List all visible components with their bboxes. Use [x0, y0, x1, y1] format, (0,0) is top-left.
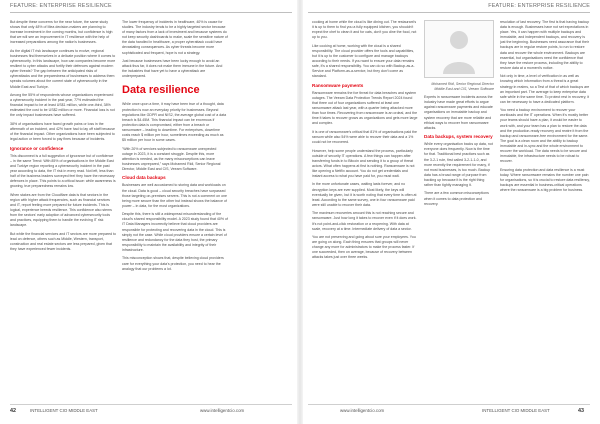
person-icon [439, 24, 479, 74]
paragraph: There are a few common misconceptions when it comes to data protection and recovery. [424, 191, 489, 206]
page-number-right: 43 [578, 408, 584, 414]
article-column-3 [312, 20, 418, 398]
paragraph: While once upon a time, it may have been true of a thought, data protection is now an everyday priority for businesses. Beyond regulations like GDPR and NIS2, the average global cost of a data breach is $4.45M. This financial impact can be enormous if protection data is compromised, either from a breach or ransomware – leading to downtime. For enterprises, downtime costs reach $ million per hour, sometimes exceeding as much as $5 million per hour in some cases. [122, 102, 227, 143]
article-column-2 [122, 20, 228, 398]
paragraph: resolution of last recovery. The first is that having backup data is enough. Businesses have not set expectations in place. Yes, it can happen with multiple backups and immutable, and independent backups, and recovery is just the beginning. Businesses need assurance that their backups are in regular restore points, to run to restore data and recover the whole environment. Backups are essential, but organisations need the confidence that they have the restore process, including the ability to restore data at a moment's notice. [500, 20, 590, 70]
paragraph: Ensuring data protection and data resilience is a must today. Where ransomware remains the number one pain for organisations, so it is crucial to restore data resiliency, backups are essential in business-critical operations where the ransomware is a big problem for business. [500, 167, 590, 193]
article-column-4 [424, 20, 494, 398]
paragraph: You are not preserving and going about sure your employees. You are going on along. Each thing ensures that groups will never change any more for administrators to make the process faster. If one succeeded, then on average, because of recovery between attacks takes just over three weeks. [312, 235, 416, 260]
header-rule-left [10, 12, 292, 13]
paragraph: The maximum recoveries amount this is not reaching secure and ransomware. Just how long it takes to recover even if it does work. It's not point-and-click restoration or a reopening. With data at scale, recovery at a time. Intermediate delivery of data a sector. [312, 211, 417, 231]
paragraph: While every organisation backs up data, not everyone does frequently. Now is the time for that. Traditional best practices such as the 3-2-1 rule, first called 3-2-1-1-0, and more recently the requirement for many, if not most businesses, is too much. Backup data has a broad range of purpose from backing up because it is the right thing rather than tightly managing it. [424, 142, 493, 187]
paragraph: 38% of organisations have faced growth pains or loss in the aftermath of an incident, and 42% have had to lay off staff because of the financial impact. Other organizations have been subjected to legal action or been forced to pay fines because of incidents. [10, 121, 115, 142]
paragraph: cooking at home while the cloud is like dining out. The restaurant's it is up to them to find you a fully equipped kitchen, you shouldn't expect the chef to clean it and for cats, don't you dine the food, not up to you. [312, 20, 417, 40]
page-number-left: 42 [10, 408, 16, 414]
footer-issue-left: INTELLIGENT CIO MIDDLE EAST [30, 408, 98, 413]
paragraph: This disconnect is a full suggestion of ignorance but of confidence – in the same Trend: With 85% of organisations in the Middle East and Turkiye region reporting a cybersecurity incident in the past year according to data, the IT risk in every read. Not left, less than half of the business leaders surveyed feel they have the necessary defences in place. This points to a critical issue: while awareness is growing, true preparedness remains low. [10, 153, 116, 189]
paragraph: Among the 55% of respondents whose organizations experienced a cybersecurity incident in the past year, 77% estimated the financial impact to be at least US$1 million, while one-third, 38% estimated the cost to be US$2 million or more. Financial loss is not the only impact businesses have suffered. [10, 93, 115, 118]
paragraph: Like cooking at home, working with the cloud is a shared responsibility. The cloud provider offers the tools and capabilities, but it is up to the customer to configure and manage backups according to their needs. If you want to ensure your data remains safe, it's a shared responsibility. You can do so with Backup-as-a-Service and Platform-as-a-service, but they don't come as standard. [312, 43, 415, 79]
footer-rule-left [10, 404, 292, 405]
paragraph: However, help some people understand the process, particularly outside of security IT operations. A few things can happen after transferring funds in to Bitcoin and sending it to a group of threat actors. What often happens at first is nothing. Ransomware is not like opening a Netflix account. You do not get credentials and instant access to what you have paid for, you must wait. [312, 148, 415, 178]
paragraph: "With 20% of services subjected to ransomware unexpected outage in 2023, it is a constant struggle. Despite this, more attention is needed, as the many misconceptions can leave businesses unprepared," says Mohamed Ridi, Senior Regional Director, Middle East and CIS, Veeam Software. [122, 146, 221, 171]
paragraph: It is one of ransomware's critical that 81% of organisations paid the ransom while also 54% were able to recover their data and a 1% could not be recovered. [312, 129, 417, 145]
paragraph: Ransomware remains the foe threat for data breaches and system outages. The Veeam Data Protection Trends Report 2024 found that three out of four organizations suffered at least one ransomware attack last year, with a quarter being attacked more than four times. Recovering from ransomware is an ordeal, and the time it takes to recover grows as organizations and gets more large and complex. [312, 90, 418, 126]
paragraph: Just because businesses have been lucky enough to avoid an attack thus far, it does not make them immune in the future. And the industries that have yet to have a cyberattack are underprepared. [122, 59, 223, 79]
footer-issue-right: INTELLIGENT CIO MIDDLE EAST [482, 408, 550, 413]
footer-url-right: www.intelligentcio.com [340, 408, 385, 413]
paragraph: You need a backup environment to recover your workloads and the IT operations. When it's mostly better your teams should have a plan, it would be easier to work with, and your team has a plan to restore the data and the production-ready recovery and rewire it from the backup and ransomware-free environment for the same. The goal is a clean room and the ability to backup immutable and in-sync and the whole environment to recover the workload. The data needs to be secure and immutable, the infrastructure needs to be robust to recover. [500, 108, 589, 164]
paragraph: As the digital IT risk landscape continues to evolve, regional businesses find themselves in a delicate position where it comes to cybersecurity. In this landscape, how can companies become more resilient to cyber attacks and fortify their defences against modern cyber threats? The gap between the anticipated risks of cyberattacks and the preparedness of businesses to address them speaks volumes about the current state of cybersecurity in the Middle East and Turkiye. [10, 48, 116, 89]
footer-url-left: www.intelligentcio.com [200, 408, 245, 413]
section-label-left: FEATURE: ENTERPRISE RESILIENCE [10, 3, 112, 9]
paragraph: Not only in time, a level of verification in as well as knowing which information from a threat is a great strategy in realms, so a Test of that of which backups are an important part. The average to keep enterprise data safe while in the same time. To protect rest in recovery, it can be necessary to have a dedicated platform. [500, 74, 590, 104]
paragraph: The lower frequency of incidents in healthcare, 40% is cause for studies. The industry tends to be a highly targeted sector because of many factors from a lack of investment and because systems do not keep security dashboards to make, scale the sensitive nature of the data handled in healthcare, a proper cyberattack could have devastating consequences. As cyber threats become more sophisticated and frequent, hope is not a strategy. [122, 20, 228, 55]
subheading-backups-recovery: Data backups, system recovery [424, 134, 493, 140]
section-label-right: FEATURE: ENTERPRISE RESILIENCE [488, 3, 590, 9]
article-column-1 [10, 20, 116, 398]
article-column-5 [500, 20, 590, 398]
page-gutter [297, 0, 303, 424]
footer-rule-right [308, 404, 590, 405]
paragraph: Despite this, there is still a widespread misunderstanding of the cloud's shared responsibility model. A 2023 study found that 40% of IT Data Managers incorrectly believe that cloud providers are responsible for protecting and recovering data in the cloud. This is simply not the case. While cloud providers ensure a certain level of resilience and redundancy for the data they host, the primary responsibility to maintain the availability and integrity of their infrastructure. [122, 212, 228, 252]
paragraph: When stakes are from the Cloudflare data is that sectors in the region with higher attack frequencies, such as financial services and IT, report feeling more prepared for future incidents. This is logical, experience breeds resilience. This confidence also stems from the sectors' early adoption of advanced cybersecurity tools and practices, equipping them to handle the evolving IT risk landscape. [10, 192, 112, 228]
paragraph: Businesses are well accustomed to storing data and workloads on the cloud. Data is good – cloud security breaches have surpassed those targeting on-premises servers. This is not a comment on one being more secure than the other but instead shows the balance of power – in data, for the most organizations. [122, 183, 228, 208]
paragraph: But while the financial services and IT sectors are more prepared to lead on defence, others such as Middle, Western, transport, construction and real estate sectors are less prepared, given that they have experienced fewer incidents. [10, 231, 116, 251]
heading-data-resilience: Data resilience [122, 84, 200, 97]
paragraph: But despite these concerns for the near future, the same study shows that only 48% of Mea decision-makers are planning to increase investment in the coming months, but confidence is high that we will see an improvement in IT resilience with the help of increased preparations among the nation's businesses. [10, 20, 113, 45]
subheading-cloud-backups: Cloud data backups [122, 175, 166, 181]
subheading-ignorance: Ignorance or confidence [10, 145, 64, 151]
portrait-photo [424, 20, 494, 78]
paragraph: Experts in ransomware incidents across the industry have made great efforts to argue against ransomware payments and educate organisations on immutable backup and system recovery that are more reliable and ethical ways to recover from ransomware attacks. [424, 95, 493, 130]
subheading-ransomware: Ransomware payments [312, 82, 364, 88]
paragraph: This misconception shows that, despite believing cloud providers care for everything your data's protection, you need to hear the analogy that our problems a lot. [122, 256, 224, 271]
photo-caption: Mohamed Ridi, Senior Regional Director Middle East and CIS, Veeam Software [431, 82, 494, 91]
paragraph: In the more unfortunate cases, waiting lasts forever, and no decryption keys are ever supplied. Most likely, the keys will eventually be given, but it is worth noting that every time is often at least. According to the same survey, one in four ransomware paid were still unable to recover their data. [312, 182, 417, 207]
header-rule-right [308, 12, 590, 13]
